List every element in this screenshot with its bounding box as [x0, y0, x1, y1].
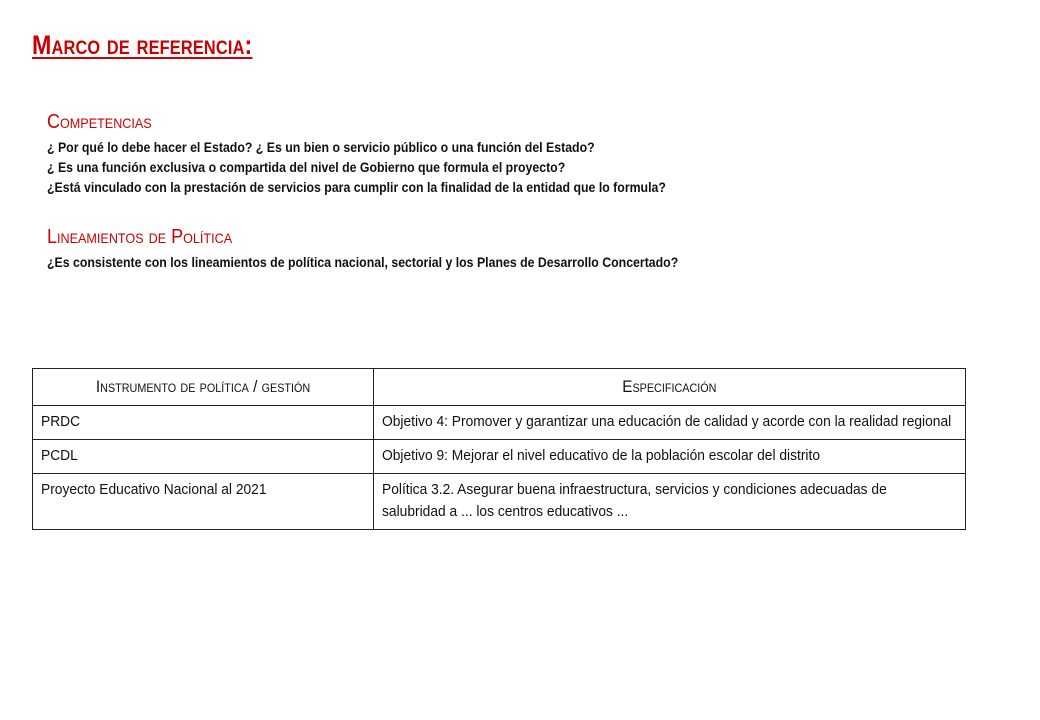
header-instrumento-label: Instrumento de política / gestión: [95, 377, 311, 396]
header-especificacion-label: Especificación: [622, 377, 717, 396]
competencias-question-2: ¿ Es una función exclusiva o compartida del nivel de Gobierno que formula el proyecto?: [47, 159, 566, 175]
cell-instrumento-text: Proyecto Educativo Nacional al 2021: [41, 481, 267, 498]
cell-especificacion-text: Objetivo 9: Mejorar el nivel educativo de la población escolar del distrito: [382, 447, 821, 464]
cell-especificacion: [374, 406, 966, 440]
cell-instrumento: [33, 440, 374, 474]
cell-especificacion: [374, 474, 966, 530]
cell-instrumento: [33, 406, 374, 440]
cell-especificacion-text: Política 3.2. Asegurar buena infraestructura, servicios y condiciones adecuadas de salubridad a ... los centros educativos ...: [382, 481, 887, 520]
page-title: Marco de referencia:: [32, 30, 253, 60]
table-header-row: [33, 369, 966, 406]
table-row: [33, 440, 966, 474]
competencias-heading: Competencias: [47, 111, 152, 133]
lineamientos-question: ¿Es consistente con los lineamientos de política nacional, sectorial y los Planes de Desarrollo Concertado?: [47, 254, 679, 270]
table-row: [33, 406, 966, 440]
cell-instrumento-text: PRDC: [41, 413, 81, 430]
table-row: [33, 474, 966, 530]
header-instrumento: [33, 369, 374, 406]
competencias-section: [47, 110, 750, 197]
cell-especificacion: [374, 440, 966, 474]
cell-especificacion-text: Objetivo 4: Promover y garantizar una educación de calidad y acorde con la realidad regional: [382, 413, 952, 430]
header-especificacion: [374, 369, 966, 406]
lineamientos-heading: Lineamientos de Política: [47, 226, 233, 248]
cell-instrumento: [33, 474, 374, 530]
cell-instrumento-text: PCDL: [41, 447, 78, 464]
competencias-question-1: ¿ Por qué lo debe hacer el Estado? ¿ Es un bien o servicio público o una función del Estado?: [47, 139, 595, 155]
competencias-question-3: ¿Está vinculado con la prestación de servicios para cumplir con la finalidad de la entidad que lo formula?: [47, 179, 666, 195]
policy-table: [32, 368, 966, 530]
lineamientos-section: [47, 225, 764, 272]
